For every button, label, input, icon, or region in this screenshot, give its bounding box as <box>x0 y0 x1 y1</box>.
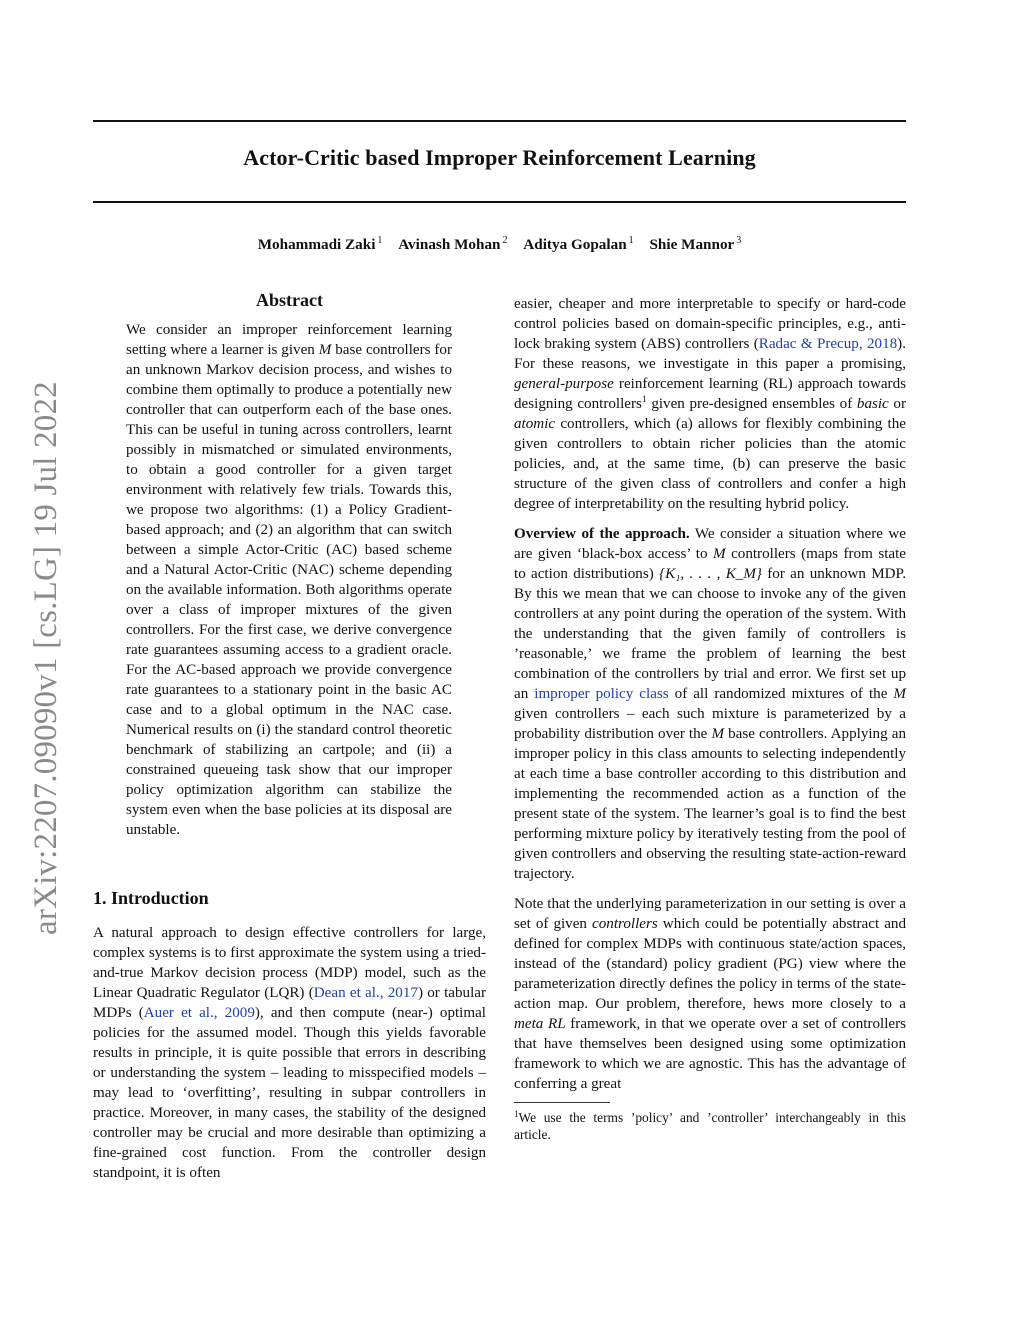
body-text: for an unknown MDP. By this we mean that we can choose to invoke any of the given controllers at any point during the operation of the system. With the understanding that the given family of controllers is ’reasonable,’ we frame the problem of learning the best combination of the controllers by trial and error. We first set up an <box>514 566 907 702</box>
author-name: Shie Mannor <box>649 236 735 253</box>
body-text: base controllers. Applying an improper policy in this class amounts to selecting independently at each time a base controller according to this distribution and implementing the recommended action as a function of the present state of the system. The learner’s goal is to find the best performing mixture policy by iteratively testing from the pool of given controllers and observing the resulting state-action-reward trajectory. <box>514 726 906 882</box>
author-1 <box>258 236 383 253</box>
body-text: controllers, which (a) allows for flexibly combining the given controllers to obtain richer policies than the atomic policies, and, at the same time, (b) can preserve the basic structure of the given class of controllers and confer a high degree of interpretability on the resulting hybrid policy. <box>514 416 906 512</box>
author-name: Aditya Gopalan <box>523 236 627 253</box>
parameterization-paragraph <box>514 894 906 1094</box>
body-text: easier, cheaper and more interpretable to specify or hard-code control policies based on domain-specific principles, e.g., anti-lock braking system (ABS) controllers ( <box>514 296 906 352</box>
abstract-heading: Abstract <box>256 290 323 310</box>
footnote-rule <box>514 1102 610 1103</box>
affiliation-mark: 2 <box>502 235 508 246</box>
body-text: ) or tabular MDPs ( <box>93 985 486 1021</box>
abstract-text: We consider an improper reinforcement learning setting where a learner is given <box>126 322 452 358</box>
overview-paragraph <box>514 524 906 884</box>
author-list <box>93 235 906 254</box>
paper-title: Actor-Critic based Improper Reinforcement Learning <box>243 145 756 170</box>
abstract-body <box>126 320 452 840</box>
right-column <box>514 294 906 1143</box>
author-name: Mohammadi Zaki <box>257 236 376 253</box>
footnote <box>514 1109 906 1143</box>
affiliation-mark: 3 <box>736 235 742 246</box>
left-column <box>93 290 486 1183</box>
body-text: ). For these reasons, we investigate in this paper a promising, <box>514 336 906 372</box>
citation-link[interactable]: Radac & Precup, 2018 <box>758 336 898 352</box>
internal-link[interactable]: improper policy class <box>534 686 669 702</box>
body-text: framework, in that we operate over a set of controllers that have themselves been designed using some optimization framework to which we are agnostic. This has the advantage of conferring a great <box>514 1016 906 1092</box>
math-symbol: M <box>711 726 725 742</box>
body-text: reinforcement learning (RL) approach towards designing controllers <box>514 376 906 412</box>
body-text: We consider a situation where we are given ‘black-box access’ to <box>514 526 907 562</box>
title-top-rule <box>93 120 906 122</box>
body-text: given pre-designed ensembles of <box>646 396 857 412</box>
body-text: given controllers – each such mixture is parameterized by a probability distribution over the <box>514 706 906 742</box>
emphasis-text: meta RL <box>514 1016 566 1032</box>
author-3 <box>523 236 633 253</box>
emphasis-text: general-purpose <box>514 376 614 392</box>
citation-link[interactable]: Auer et al., 2009 <box>143 1005 255 1021</box>
math-expression: {K₁, . . . , K_M} <box>659 566 762 582</box>
emphasis-text: controllers <box>592 916 658 932</box>
author-2 <box>398 236 507 253</box>
body-text: controllers (maps from state to action distributions) <box>514 546 906 582</box>
introduction-heading: 1. Introduction <box>93 888 209 908</box>
body-text: ), and then compute (near-) optimal policies for the assumed model. Though this yields favorable results in principle, it is quite possible that errors in describing or understanding the system – leading to misspecified models – may lead to ‘overfitting’, resulting in subpar controllers in practice. Moreover, in many cases, the stability of the designed controller may be crucial and more desirable than optimizing a fine-grained cost function. From the controller design standpoint, it is often <box>93 1005 487 1181</box>
intro-continued-paragraph <box>514 294 906 514</box>
emphasis-text: basic <box>856 396 889 412</box>
emphasis-text: atomic <box>514 416 556 432</box>
affiliation-mark: 1 <box>377 235 383 246</box>
math-symbol: M <box>893 686 906 702</box>
arxiv-identifier-stamp: arXiv:2207.09090v1 [cs.LG] 19 Jul 2022 <box>28 381 64 935</box>
math-symbol: M <box>713 546 726 562</box>
affiliation-mark: 1 <box>628 235 634 246</box>
introduction-paragraph <box>93 923 486 1183</box>
abstract-text: base controllers for an unknown Markov decision process, and wishes to combine them optimally to produce a potentially new controller that can outperform each of the base ones. This can be useful in tuning across controllers, learnt possibly in mismatched or simulated environments, to obtain a good controller for a given target environment with relatively few trials. Towards this, we propose two algorithms: (1) a Policy Gradient-based approach; and (2) an algorithm that can switch between a simple Actor-Critic (AC) based scheme and a Natural Actor-Critic (NAC) scheme depending on the available information. Both algorithms operate over a class of improper mixtures of the given controllers. For the first case, we derive convergence rate guarantees assuming access to a gradient oracle. For the AC-based approach we provide convergence rate guarantees to a stationary point in the basic AC case and to a global optimum in the NAC case. Numerical results on (i) the standard control theoretic benchmark of stabilizing an cartpole; and (ii) a constrained queueing task show that our improper policy optimization algorithm can stabilize the system even when the base policies at its disposal are unstable. <box>126 342 452 838</box>
citation-link[interactable]: Dean et al., 2017 <box>313 985 418 1001</box>
run-in-heading: Overview of the approach. <box>514 526 690 542</box>
footnote-text: We use the terms ’policy’ and ’controller’ interchangeably in this article. <box>514 1110 906 1142</box>
body-text: or <box>888 396 906 412</box>
title-bottom-rule <box>93 201 906 203</box>
author-4 <box>649 236 741 253</box>
author-name: Avinash Mohan <box>398 236 501 253</box>
footnote-reference[interactable]: 1 <box>641 395 647 405</box>
body-text: Note that the underlying parameterization in our setting is over a set of given <box>514 896 906 932</box>
body-text: of all randomized mixtures of the <box>668 686 894 702</box>
math-symbol: M <box>318 342 332 358</box>
footnote-mark: 1 <box>514 1109 519 1119</box>
body-text: which could be potentially abstract and defined for complex MDPs with continuous state/action spaces, instead of the (standard) policy gradient (PG) view where the parameterization directly defines the policy in terms of the state-action map. Our problem, therefore, hews more closely to a <box>514 916 906 1012</box>
body-text: A natural approach to design effective controllers for large, complex systems is to first approximate the system using a tried-and-true Markov decision process (MDP) model, such as the Linear Quadratic Regulator (LQR) ( <box>93 925 486 1001</box>
